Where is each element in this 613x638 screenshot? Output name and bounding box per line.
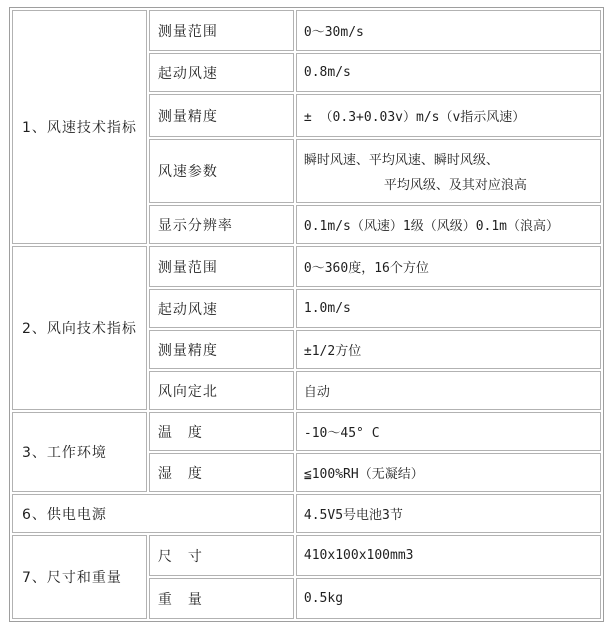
spec-value-line1: 瞬时风速、平均风速、瞬时风级、 — [303, 153, 499, 168]
spec-label: 测量范围 — [149, 10, 294, 51]
table-row — [12, 494, 601, 533]
spec-label: 温 度 — [149, 412, 294, 451]
spec-label: 湿 度 — [149, 453, 294, 492]
spec-label: 风速参数 — [149, 139, 294, 203]
table-row — [12, 535, 601, 576]
table-row — [12, 246, 601, 287]
spec-label: 风向定北 — [149, 371, 294, 410]
spec-label: 测量精度 — [149, 330, 294, 369]
spec-value: 自动 — [296, 371, 601, 410]
spec-value: 0.1m/s（风速）1级（风级）0.1m（浪高） — [296, 205, 601, 244]
spec-label: 测量精度 — [149, 94, 294, 137]
table-row — [12, 412, 601, 451]
spec-value-line2: 平均风级、及其对应浪高 — [383, 178, 527, 193]
spec-value: ±1/2方位 — [296, 330, 601, 369]
spec-value: -10～45° C — [296, 412, 601, 451]
spec-value: 0～360度，16个方位 — [296, 246, 601, 287]
spec-value — [296, 139, 601, 203]
spec-label: 起动风速 — [149, 289, 294, 328]
spec-value: ± （0.3+0.03v）m/s（v指示风速） — [296, 94, 601, 137]
spec-value: 0.8m/s — [296, 53, 601, 92]
spec-value: ≦100%RH（无凝结） — [296, 453, 601, 492]
section-title-wind-speed: 1、风速技术指标 — [12, 10, 147, 244]
spec-label: 测量范围 — [149, 246, 294, 287]
section-title-wind-direction: 2、风向技术指标 — [12, 246, 147, 410]
section-title-power: 6、供电电源 — [12, 494, 294, 533]
spec-label: 重 量 — [149, 578, 294, 619]
spec-table — [9, 7, 604, 622]
spec-label: 尺 寸 — [149, 535, 294, 576]
spec-label: 起动风速 — [149, 53, 294, 92]
spec-value: 1.0m/s — [296, 289, 601, 328]
section-title-size-weight: 7、尺寸和重量 — [12, 535, 147, 619]
spec-value: 4.5V5号电池3节 — [296, 494, 601, 533]
spec-label: 显示分辨率 — [149, 205, 294, 244]
spec-value: 410x100x100mm3 — [296, 535, 601, 576]
spec-value: 0.5kg — [296, 578, 601, 619]
spec-value: 0～30m/s — [296, 10, 601, 51]
table-row — [12, 10, 601, 51]
section-title-environment: 3、工作环境 — [12, 412, 147, 492]
